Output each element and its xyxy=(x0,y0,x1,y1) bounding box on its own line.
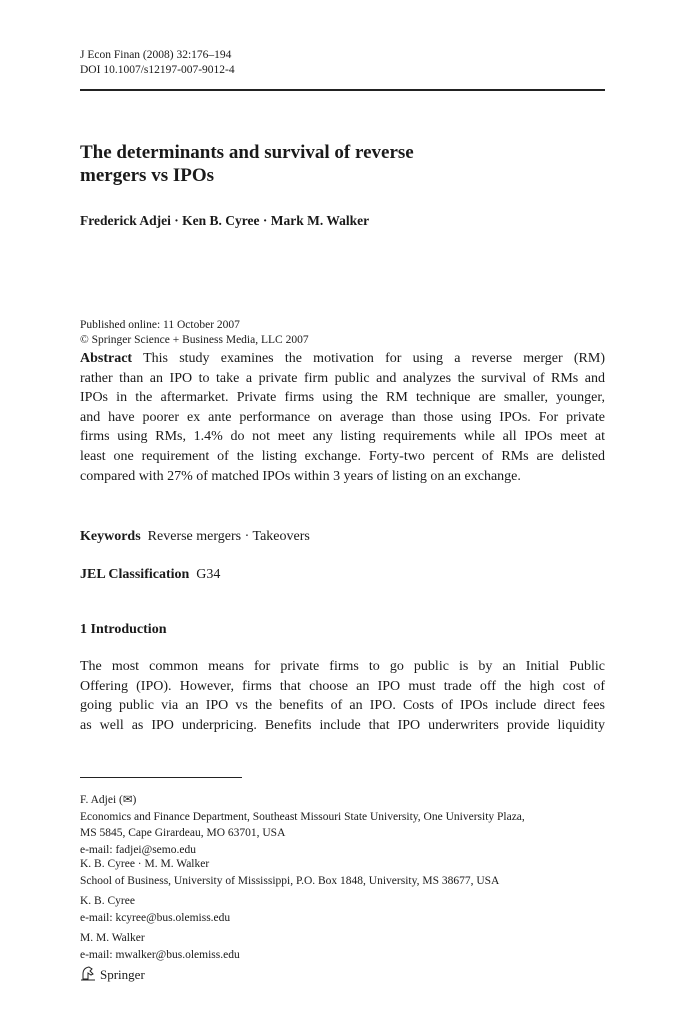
springer-horse-icon xyxy=(80,965,96,985)
intro-line: going public via an IPO vs the benefits of an IPO. Costs of IPOs include direct fees xyxy=(80,698,605,714)
intro-line: The most common means for private firms to go public is by an Initial Public xyxy=(80,659,605,674)
intro-line: Offering (IPO). However, firms that choose an IPO must trade off the high cost of xyxy=(80,678,605,694)
copyright: © Springer Science + Business Media, LLC 2007 xyxy=(80,334,309,346)
affiliation: MS 5845, Cape Girardeau, MO 63701, USA xyxy=(80,827,286,839)
publisher-name: Springer xyxy=(100,967,145,982)
author-name: K. B. Cyree xyxy=(80,895,135,907)
footnote-adjei xyxy=(80,792,605,858)
abstract-line: IPOs in the aftermarket. Private firms using the RM technique are smaller, younger, xyxy=(80,390,605,406)
affiliation: Economics and Finance Department, Southeast Missouri State University, One University Plaza, xyxy=(80,810,525,823)
header-rule xyxy=(80,89,605,91)
doi: DOI 10.1007/s12197-007-9012-4 xyxy=(80,64,235,76)
jel-label: JEL Classification xyxy=(80,567,190,582)
email: e-mail: mwalker@bus.olemiss.edu xyxy=(80,948,240,961)
abstract-line: and have poorer ex ante performance on average than those using IPOs. For private xyxy=(80,409,605,425)
keywords-value: Reverse mergers · Takeovers xyxy=(147,529,310,544)
running-header xyxy=(80,48,605,78)
intro-paragraph xyxy=(80,657,605,735)
email: e-mail: fadjei@semo.edu xyxy=(80,843,196,856)
footnote-cyree xyxy=(80,893,605,926)
author-name: M. M. Walker xyxy=(80,932,145,944)
section-heading: 1 Introduction xyxy=(80,622,167,637)
footnote-rule xyxy=(80,777,242,778)
jel-classification xyxy=(80,567,605,583)
abstract-line: compared with 27% of matched IPOs within 3 years of listing on an exchange. xyxy=(80,468,521,484)
abstract-line: least one requirement of the listing exchange. Forty-two percent of RMs are delisted xyxy=(80,448,605,464)
footnote-cyree-walker xyxy=(80,856,605,889)
abstract-label: Abstract xyxy=(80,351,133,366)
title-line: mergers vs IPOs xyxy=(80,165,215,186)
publication-info xyxy=(80,318,605,348)
abstract-line: firms using RMs, 1.4% do not meet any listing requirements while all IPOs meet at xyxy=(80,429,605,445)
authors: Frederick Adjei · Ken B. Cyree · Mark M. Walker xyxy=(80,213,370,228)
publisher-logo xyxy=(80,965,605,985)
intro-line: as well as IPO underpricing. Benefits include that IPO underwriters provide liquidity xyxy=(80,717,605,733)
keywords-label: Keywords xyxy=(80,529,141,544)
keywords xyxy=(80,529,605,545)
abstract-text: This study examines the motivation for using a reverse merger (RM) xyxy=(132,351,605,366)
abstract xyxy=(80,349,605,486)
footnote-walker xyxy=(80,930,605,963)
author-name: F. Adjei (✉) xyxy=(80,794,137,806)
title-line: The determinants and survival of reverse xyxy=(80,142,414,163)
affiliation: School of Business, University of Mississippi, P.O. Box 1848, University, MS 38677, USA xyxy=(80,874,500,887)
paper-title xyxy=(80,141,605,187)
abstract-line: rather than an IPO to take a private firm public and analyzes the survival of RMs and xyxy=(80,370,605,386)
author-names: K. B. Cyree · M. M. Walker xyxy=(80,858,210,870)
email: e-mail: kcyree@bus.olemiss.edu xyxy=(80,911,231,924)
published-date: Published online: 11 October 2007 xyxy=(80,319,240,331)
jel-value: G34 xyxy=(196,567,221,582)
journal-citation: J Econ Finan (2008) 32:176–194 xyxy=(80,49,232,61)
